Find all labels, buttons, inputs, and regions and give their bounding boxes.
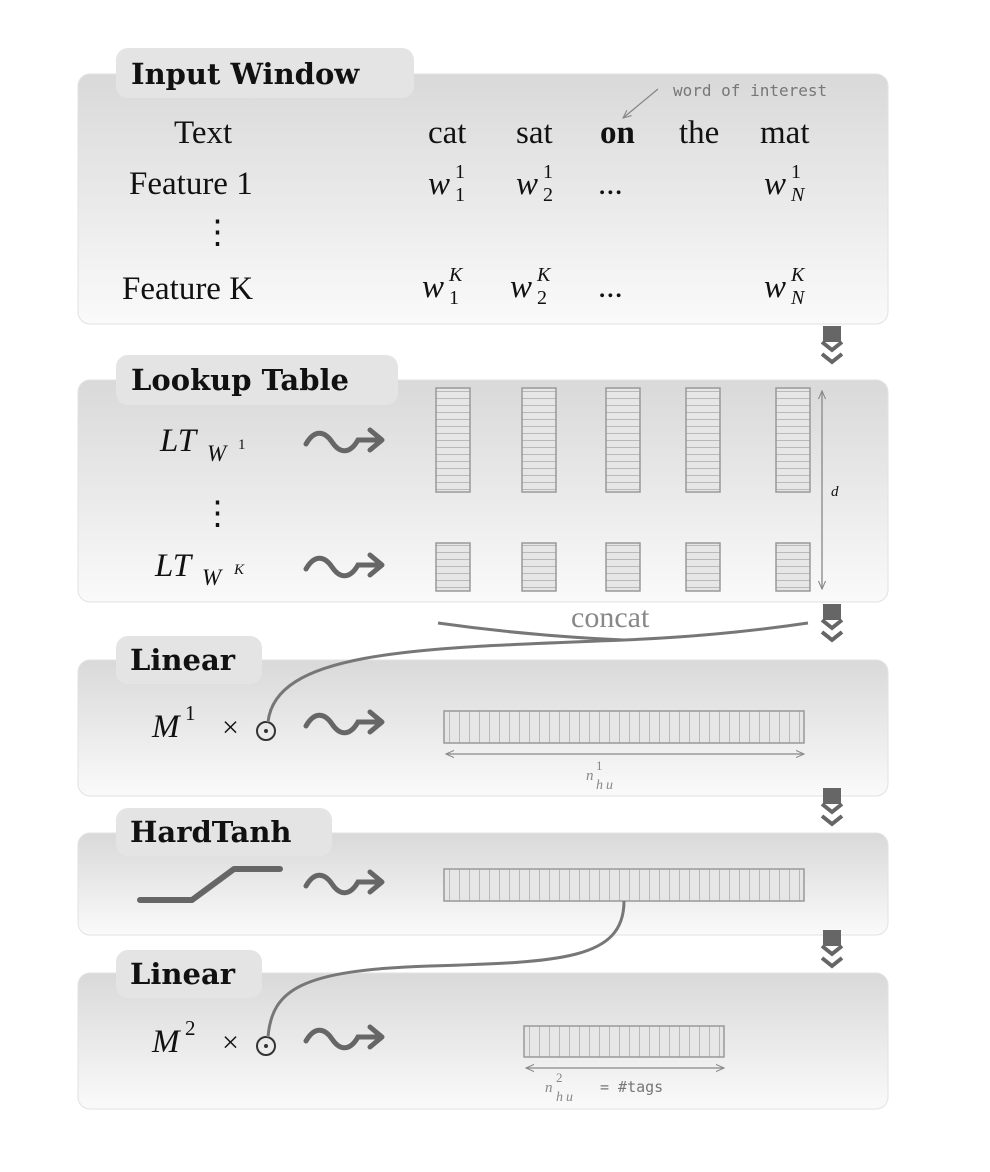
svg-text:n: n: [545, 1080, 553, 1096]
svg-text:1: 1: [455, 161, 465, 183]
svg-text:1: 1: [791, 161, 801, 183]
svg-text:N: N: [791, 287, 805, 309]
svg-text:w: w: [428, 166, 451, 202]
input-window-title: Input Window: [131, 57, 360, 91]
feature-1-label: Feature 1: [129, 166, 253, 202]
w-2-1: [516, 161, 553, 206]
embedding-column: [776, 543, 810, 591]
flow-arrow-1: [822, 326, 842, 362]
svg-text:2: 2: [185, 1016, 196, 1040]
linear-1-title: Linear: [130, 643, 236, 677]
embedding-column: [522, 388, 556, 492]
svg-text:N: N: [791, 184, 805, 206]
hidden-vector-2: [444, 869, 804, 901]
svg-text:2: 2: [556, 1070, 563, 1085]
svg-text:LT: LT: [160, 423, 197, 459]
text-row-label: Text: [174, 115, 233, 151]
ellipsis-feature-k: ...: [598, 269, 623, 305]
svg-text:×: ×: [222, 1026, 239, 1059]
ellipsis-feature-1: ...: [598, 166, 623, 202]
svg-text:M: M: [152, 709, 180, 745]
svg-text:w: w: [764, 269, 787, 305]
flow-arrow-4: [822, 930, 842, 966]
word-cat: cat: [428, 115, 467, 151]
embedding-column: [606, 388, 640, 492]
linear-2-panel: [78, 950, 888, 1109]
w-n-1: [764, 161, 806, 206]
hardtanh-title: HardTanh: [130, 815, 292, 849]
vdots-features: ⋮: [201, 215, 234, 251]
lookup-table-panel: [78, 355, 888, 602]
dim-d-label: d: [831, 484, 839, 500]
word-sat: sat: [516, 115, 553, 151]
svg-text:2: 2: [537, 287, 547, 309]
svg-text:K: K: [234, 562, 245, 578]
output-vector: [524, 1026, 724, 1057]
input-window-panel: [78, 48, 888, 324]
hardtanh-panel: [78, 808, 888, 935]
linear-1-panel: [78, 636, 888, 796]
svg-text:w: w: [422, 269, 445, 305]
svg-text:K: K: [791, 264, 805, 286]
word-the: the: [679, 115, 720, 151]
svg-text:K: K: [537, 264, 551, 286]
svg-text:w: w: [764, 166, 787, 202]
svg-text:1: 1: [238, 437, 246, 453]
svg-text:1: 1: [596, 758, 603, 773]
svg-text:1: 1: [455, 184, 465, 206]
svg-text:LT: LT: [155, 548, 192, 584]
svg-text:n: n: [586, 768, 594, 784]
flow-arrow-2: [822, 604, 842, 640]
w-1-1: [428, 161, 465, 206]
svg-text:1: 1: [185, 701, 196, 725]
svg-text:hu: hu: [556, 1090, 576, 1105]
svg-text:w: w: [516, 166, 539, 202]
word-mat: mat: [760, 115, 810, 151]
svg-text:W: W: [202, 565, 222, 590]
embedding-column: [686, 543, 720, 591]
embedding-column: [776, 388, 810, 492]
feature-k-label: Feature K: [122, 271, 254, 307]
embedding-column: [686, 388, 720, 492]
svg-text:×: ×: [222, 711, 239, 744]
svg-text:1: 1: [449, 287, 459, 309]
w-2-k: [510, 264, 552, 309]
word-of-interest-label: word of interest: [673, 81, 828, 100]
svg-text:1: 1: [543, 161, 553, 183]
linear-2-title: Linear: [130, 957, 236, 991]
vdots-lookup: ⋮: [201, 496, 234, 532]
embedding-column: [436, 388, 470, 492]
svg-text:W: W: [207, 441, 227, 466]
svg-text:w: w: [510, 269, 533, 305]
embedding-column: [436, 543, 470, 591]
svg-text:2: 2: [543, 184, 553, 206]
lookup-table-title: Lookup Table: [131, 363, 349, 397]
svg-text:K: K: [449, 264, 463, 286]
w-n-k: [764, 264, 806, 309]
svg-text:M: M: [152, 1024, 180, 1060]
flow-arrow-3: [822, 788, 842, 824]
svg-text:hu: hu: [596, 778, 616, 793]
embedding-column: [606, 543, 640, 591]
w-1-k: [422, 264, 464, 309]
hidden-vector-1: [444, 711, 804, 743]
svg-text:= #tags: = #tags: [600, 1078, 664, 1096]
embedding-column: [522, 543, 556, 591]
word-on: on: [600, 115, 635, 151]
concat-label: concat: [571, 601, 650, 634]
